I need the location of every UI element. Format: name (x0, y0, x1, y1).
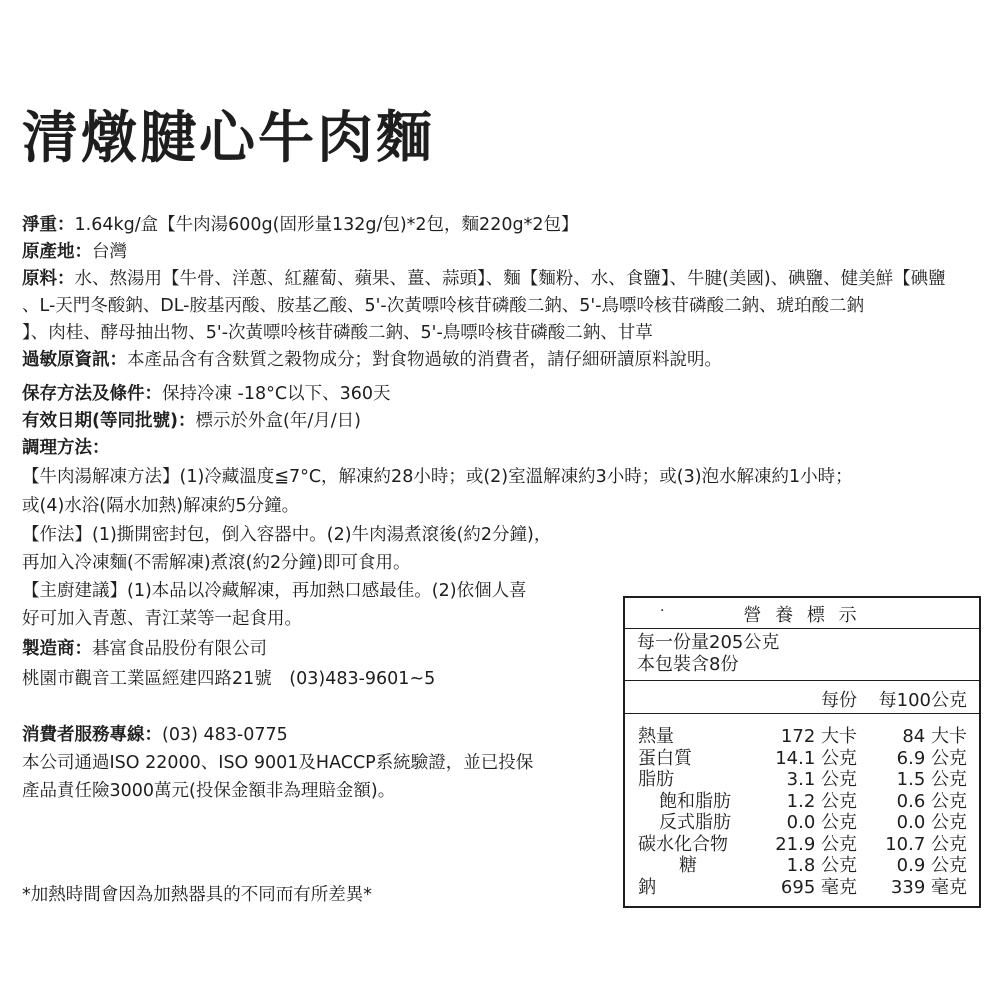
nutrition-row-sodium (625, 877, 979, 899)
origin-label: 原產地： (22, 242, 92, 262)
certification-line-2 (22, 778, 395, 804)
nutrient-per-serving: 0.0 公克 (786, 812, 857, 833)
nutrition-facts-table (623, 596, 981, 908)
ingredients-text-2: 、L-天門冬酸鈉、DL-胺基丙酸、胺基乙酸、5'-次黃嘌呤核苷磷酸二鈉、5'-鳥嘌呤核苷磷酸二鈉、琥珀酸二鈉 (22, 296, 865, 316)
cooking-heading-line (22, 435, 110, 461)
nutrient-per-serving: 21.9 公克 (775, 833, 857, 855)
nutrition-title: 營 養 標 示 (743, 605, 861, 626)
nutrient-per-serving: 3.1 公克 (786, 769, 857, 790)
expiry-line (22, 408, 361, 434)
manufacturer-label: 製造商： (22, 639, 92, 659)
service-hotline-value: (03) 483-0775 (162, 725, 288, 745)
col-per-serving: 每份 (821, 690, 857, 711)
nutrient-per-100g: 0.6 公克 (896, 790, 967, 812)
nutrition-row-trans-fat (625, 812, 979, 834)
expiry-label: 有效日期(等同批號)： (22, 411, 196, 431)
nutrient-per-100g: 6.9 公克 (896, 747, 967, 769)
nutrition-row-saturated-fat (625, 791, 979, 813)
nutrient-name: 熱量 (638, 726, 674, 747)
nutrition-header-mark: . (660, 599, 665, 615)
nutrient-per-serving: 172 大卡 (780, 726, 857, 747)
origin-value: 台灣 (92, 242, 127, 262)
nutrient-name: 反式脂肪 (659, 812, 731, 833)
certification-text-1: 本公司通過ISO 22000、ISO 9001及HACCP系統驗證，並已投保 (22, 753, 534, 773)
storage-line (22, 381, 391, 407)
net-weight-value: 1.64kg/盒【牛肉湯600g(固形量132g/包)*2包，麵220g*2包】 (74, 215, 579, 235)
method-text-1: 【作法】(1)撕開密封包，倒入容器中。(2)牛肉湯煮滾後(約2分鐘)， (22, 525, 552, 545)
nutrition-column-headers (625, 681, 979, 714)
heating-note (22, 882, 372, 908)
nutrient-per-100g: 0.9 公克 (896, 855, 967, 876)
storage-value: 保持冷凍 -18°C以下、360天 (162, 384, 391, 404)
service-hotline-label: 消費者服務專線： (22, 725, 162, 745)
nutrition-row-energy (625, 726, 979, 748)
chef-tip-line-1 (22, 578, 527, 604)
nutrient-name: 碳水化合物 (638, 833, 728, 855)
certification-line-1 (22, 750, 533, 776)
nutrient-per-serving: 14.1 公克 (775, 747, 857, 769)
ingredients-text-3: 】、肉桂、酵母抽出物、5'-次黃嘌呤核苷磷酸二鈉、5'-鳥嘌呤核苷磷酸二鈉、甘草 (22, 323, 653, 343)
chef-tip-text-1: 【主廚建議】(1)本品以冷藏解凍，再加熱口感最佳。(2)依個人喜 (22, 581, 527, 601)
ingredients-line-2 (22, 293, 864, 319)
nutrient-per-100g: 10.7 公克 (885, 833, 967, 855)
nutrient-name: 飽和脂肪 (659, 790, 731, 812)
method-line-2 (22, 550, 410, 576)
ingredients-label: 原料： (22, 269, 75, 289)
product-title: 清燉腱心牛肉麵 (22, 106, 435, 171)
serving-size: 每一份量205公克 (637, 632, 780, 653)
cooking-label: 調理方法： (22, 438, 110, 458)
ingredients-text-1: 水、熬湯用【牛骨、洋蔥、紅蘿蔔、蘋果、薑、蒜頭】、麵【麵粉、水、食鹽】、牛腱(美國)、碘鹽、健美鮮【碘鹽 (74, 269, 946, 289)
thaw-text-1: 【牛肉湯解凍方法】(1)冷藏溫度≦7°C，解凍約28小時；或(2)室溫解凍約3小時；或(3)泡水解凍約1小時； (22, 467, 853, 487)
storage-label: 保存方法及條件： (22, 384, 162, 404)
nutrient-name: 鈉 (638, 876, 656, 898)
nutrition-header (625, 598, 979, 629)
nutrition-row-fat (625, 769, 979, 791)
nutrient-per-100g: 1.5 公克 (896, 769, 967, 790)
nutrient-name: 脂肪 (638, 769, 674, 790)
net-weight-label: 淨重： (22, 215, 75, 235)
nutrient-per-serving: 1.2 公克 (786, 790, 857, 812)
nutrient-name: 糖 (679, 855, 697, 876)
expiry-value: 標示於外盒(年/月/日) (195, 411, 361, 431)
col-per-100g: 每100公克 (878, 690, 967, 711)
net-weight-line (22, 212, 578, 238)
manufacturer-line (22, 636, 267, 662)
address-line (22, 666, 435, 692)
nutrition-serving-info (625, 629, 979, 681)
nutrition-row-sugar (625, 855, 979, 877)
method-line-1 (22, 522, 551, 548)
thaw-line-2 (22, 493, 299, 519)
allergen-label: 過敏原資訊： (22, 350, 127, 370)
nutrient-per-100g: 339 毫克 (890, 876, 967, 898)
origin-line (22, 239, 127, 265)
nutrient-per-100g: 84 大卡 (902, 726, 967, 747)
service-hotline-line (22, 722, 288, 748)
thaw-line-1 (22, 464, 853, 490)
thaw-text-2: 或(4)水浴(隔水加熱)解凍約5分鐘。 (22, 496, 300, 516)
address-text: 桃園市觀音工業區經建四路21號 (03)483-9601~5 (22, 669, 436, 689)
nutrition-row-protein (625, 748, 979, 770)
nutrient-per-100g: 0.0 公克 (896, 812, 967, 833)
servings-per-package: 本包裝含8份 (637, 654, 739, 675)
allergen-line (22, 347, 722, 373)
nutrient-name: 蛋白質 (638, 747, 692, 769)
nutrient-per-serving: 1.8 公克 (786, 855, 857, 876)
chef-tip-text-2: 好可加入青蔥、青江菜等一起食用。 (22, 609, 302, 629)
manufacturer-value: 碁富食品股份有限公司 (92, 639, 267, 659)
ingredients-line-3 (22, 320, 653, 346)
nutrition-row-carbohydrate (625, 834, 979, 856)
ingredients-line-1 (22, 266, 946, 292)
allergen-value: 本產品含有含麩質之穀物成分；對食物過敏的消費者，請仔細研讀原料說明。 (127, 350, 722, 370)
method-text-2: 再加入冷凍麵(不需解凍)煮滾(約2分鐘)即可食用。 (22, 553, 411, 573)
certification-text-2: 產品責任險3000萬元(投保金額非為理賠金額)。 (22, 781, 396, 801)
chef-tip-line-2 (22, 606, 302, 632)
heating-note-text: *加熱時間會因為加熱器具的不同而有所差異* (22, 885, 372, 905)
nutrient-per-serving: 695 毫克 (780, 876, 857, 898)
